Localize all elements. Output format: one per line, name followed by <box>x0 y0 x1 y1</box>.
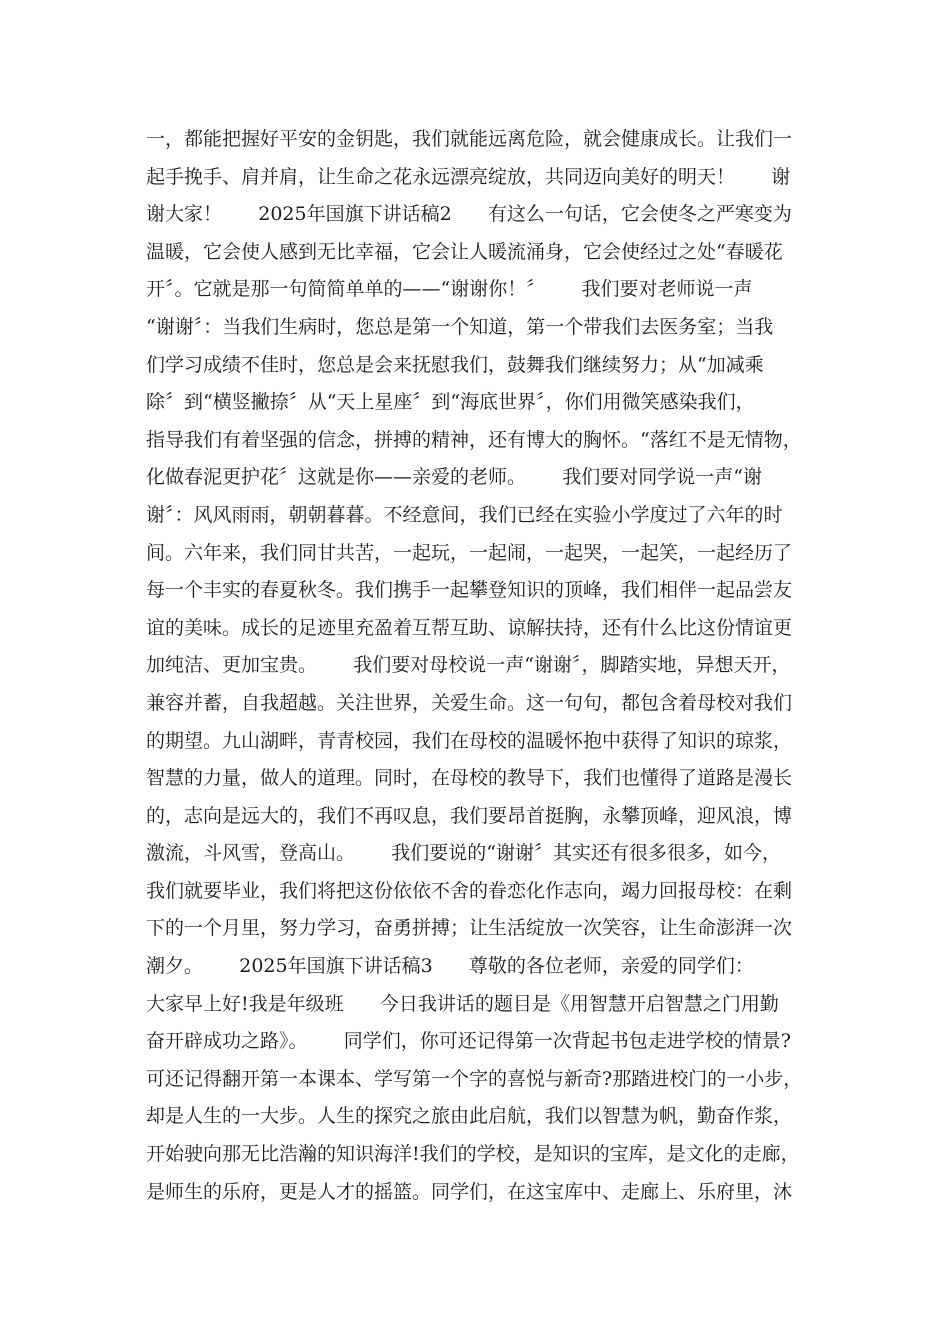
text-line: 间。六年来，我们同甘共苦，一起玩，一起闹，一起哭，一起笑，一起经历了 <box>146 541 793 564</box>
text-line: 可还记得翻开第一本课本、学写第一个字的喜悦与新奇?那踏进校门的一小步， <box>146 1067 803 1090</box>
text-line: 奋开辟成功之路》。 同学们，你可还记得第一次背起书包走进学校的情景? <box>146 1030 791 1053</box>
text-line: 潮夕。 2025年国旗下讲话稿3 尊敬的各位老师，亲爱的同学们： <box>146 955 754 978</box>
body-text <box>146 121 816 1211</box>
text-line: 我们就要毕业，我们将把这份依依不舍的眷恋化作志向，竭力回报母校：在剩 <box>146 879 793 902</box>
text-line: 大家早上好!我是年级班 今日我讲话的题目是《用智慧开启智慧之门用勤 <box>146 992 779 1015</box>
text-line: “谢谢〞：当我们生病时，您总是第一个知道，第一个带我们去医务室；当我 <box>146 315 774 338</box>
text-line: 指导我们有着坚强的信念，拼搏的精神，还有博大的胸怀。“落红不是无情物， <box>146 428 802 451</box>
text-line: 们学习成绩不佳时，您总是会来抚慰我们，鼓舞我们继续努力；从“加减乘 <box>146 353 764 376</box>
text-line: 谊的美味。成长的足迹里充盈着互帮互助、谅解扶持，还有什么比这份情谊更 <box>146 616 793 639</box>
text-line: 智慧的力量，做人的道理。同时，在母校的教导下，我们也懂得了道路是漫长 <box>146 767 793 790</box>
text-line: 的期望。九山湖畔，青青校园，我们在母校的温暖怀抱中获得了知识的琼浆， <box>146 729 793 752</box>
text-line: 化做春泥更护花〞这就是你——亲爱的老师。 我们要对同学说一声“谢 <box>146 466 762 489</box>
text-line: 谢大家！ 2025年国旗下讲话稿2 有这么一句话，它会使冬之严寒变为 <box>146 203 792 226</box>
text-line: 开〞。它就是那一句简简单单的——“谢谢你！〞 我们要对老师说一声 <box>146 278 753 301</box>
text-line: 下的一个月里，努力学习，奋勇拼搏；让生活绽放一次笑容，让生命澎湃一次 <box>146 917 793 940</box>
text-line: 加纯洁、更加宝贵。 我们要对母校说一声“谢谢〞，脚踏实地，异想天开， <box>146 654 791 677</box>
text-line: 每一个丰实的春夏秋冬。我们携手一起攀登知识的顶峰，我们相伴一起品尝友 <box>146 579 793 602</box>
text-line: 一，都能把握好平安的金钥匙，我们就能远离危险，就会健康成长。让我们一 <box>146 128 793 150</box>
text-line: 谢〞：风风雨雨，朝朝暮暮。不经意间，我们已经在实验小学度过了六年的时 <box>146 503 783 526</box>
text-line: 激流，斗风雪，登高山。 我们要说的“谢谢〞其实还有很多很多，如今， <box>146 842 781 865</box>
text-line: 兼容并蓄，自我超越。关注世界，关爱生命。这一句句，都包含着母校对我们 <box>146 691 793 714</box>
text-line: 除〞到“横竖撇捺〞从“天上星座〞到“海底世界〞，你们用微笑感染我们， <box>146 391 755 414</box>
text-line: 却是人生的一大步。人生的探究之旅由此启航，我们以智慧为帆，勤奋作浆， <box>146 1105 793 1128</box>
text-line: 温暖，它会使人感到无比幸福，它会让人暖流涌身，它会使经过之处“春暖花 <box>146 240 783 263</box>
text-line: 的，志向是远大的，我们不再叹息，我们要昂首挺胸，永攀顶峰，迎风浪，博 <box>146 804 793 827</box>
text-line: 开始驶向那无比浩瀚的知识海洋!我们的学校，是知识的宝库，是文化的走廊， <box>146 1143 800 1166</box>
text-line: 起手挽手、肩并肩，让生命之花永远漂亮绽放，共同迈向美好的明天！ 谢 <box>146 165 791 188</box>
text-line: 是师生的乐府，更是人才的摇篮。同学们，在这宝库中、走廊上、乐府里，沐 <box>146 1180 793 1203</box>
